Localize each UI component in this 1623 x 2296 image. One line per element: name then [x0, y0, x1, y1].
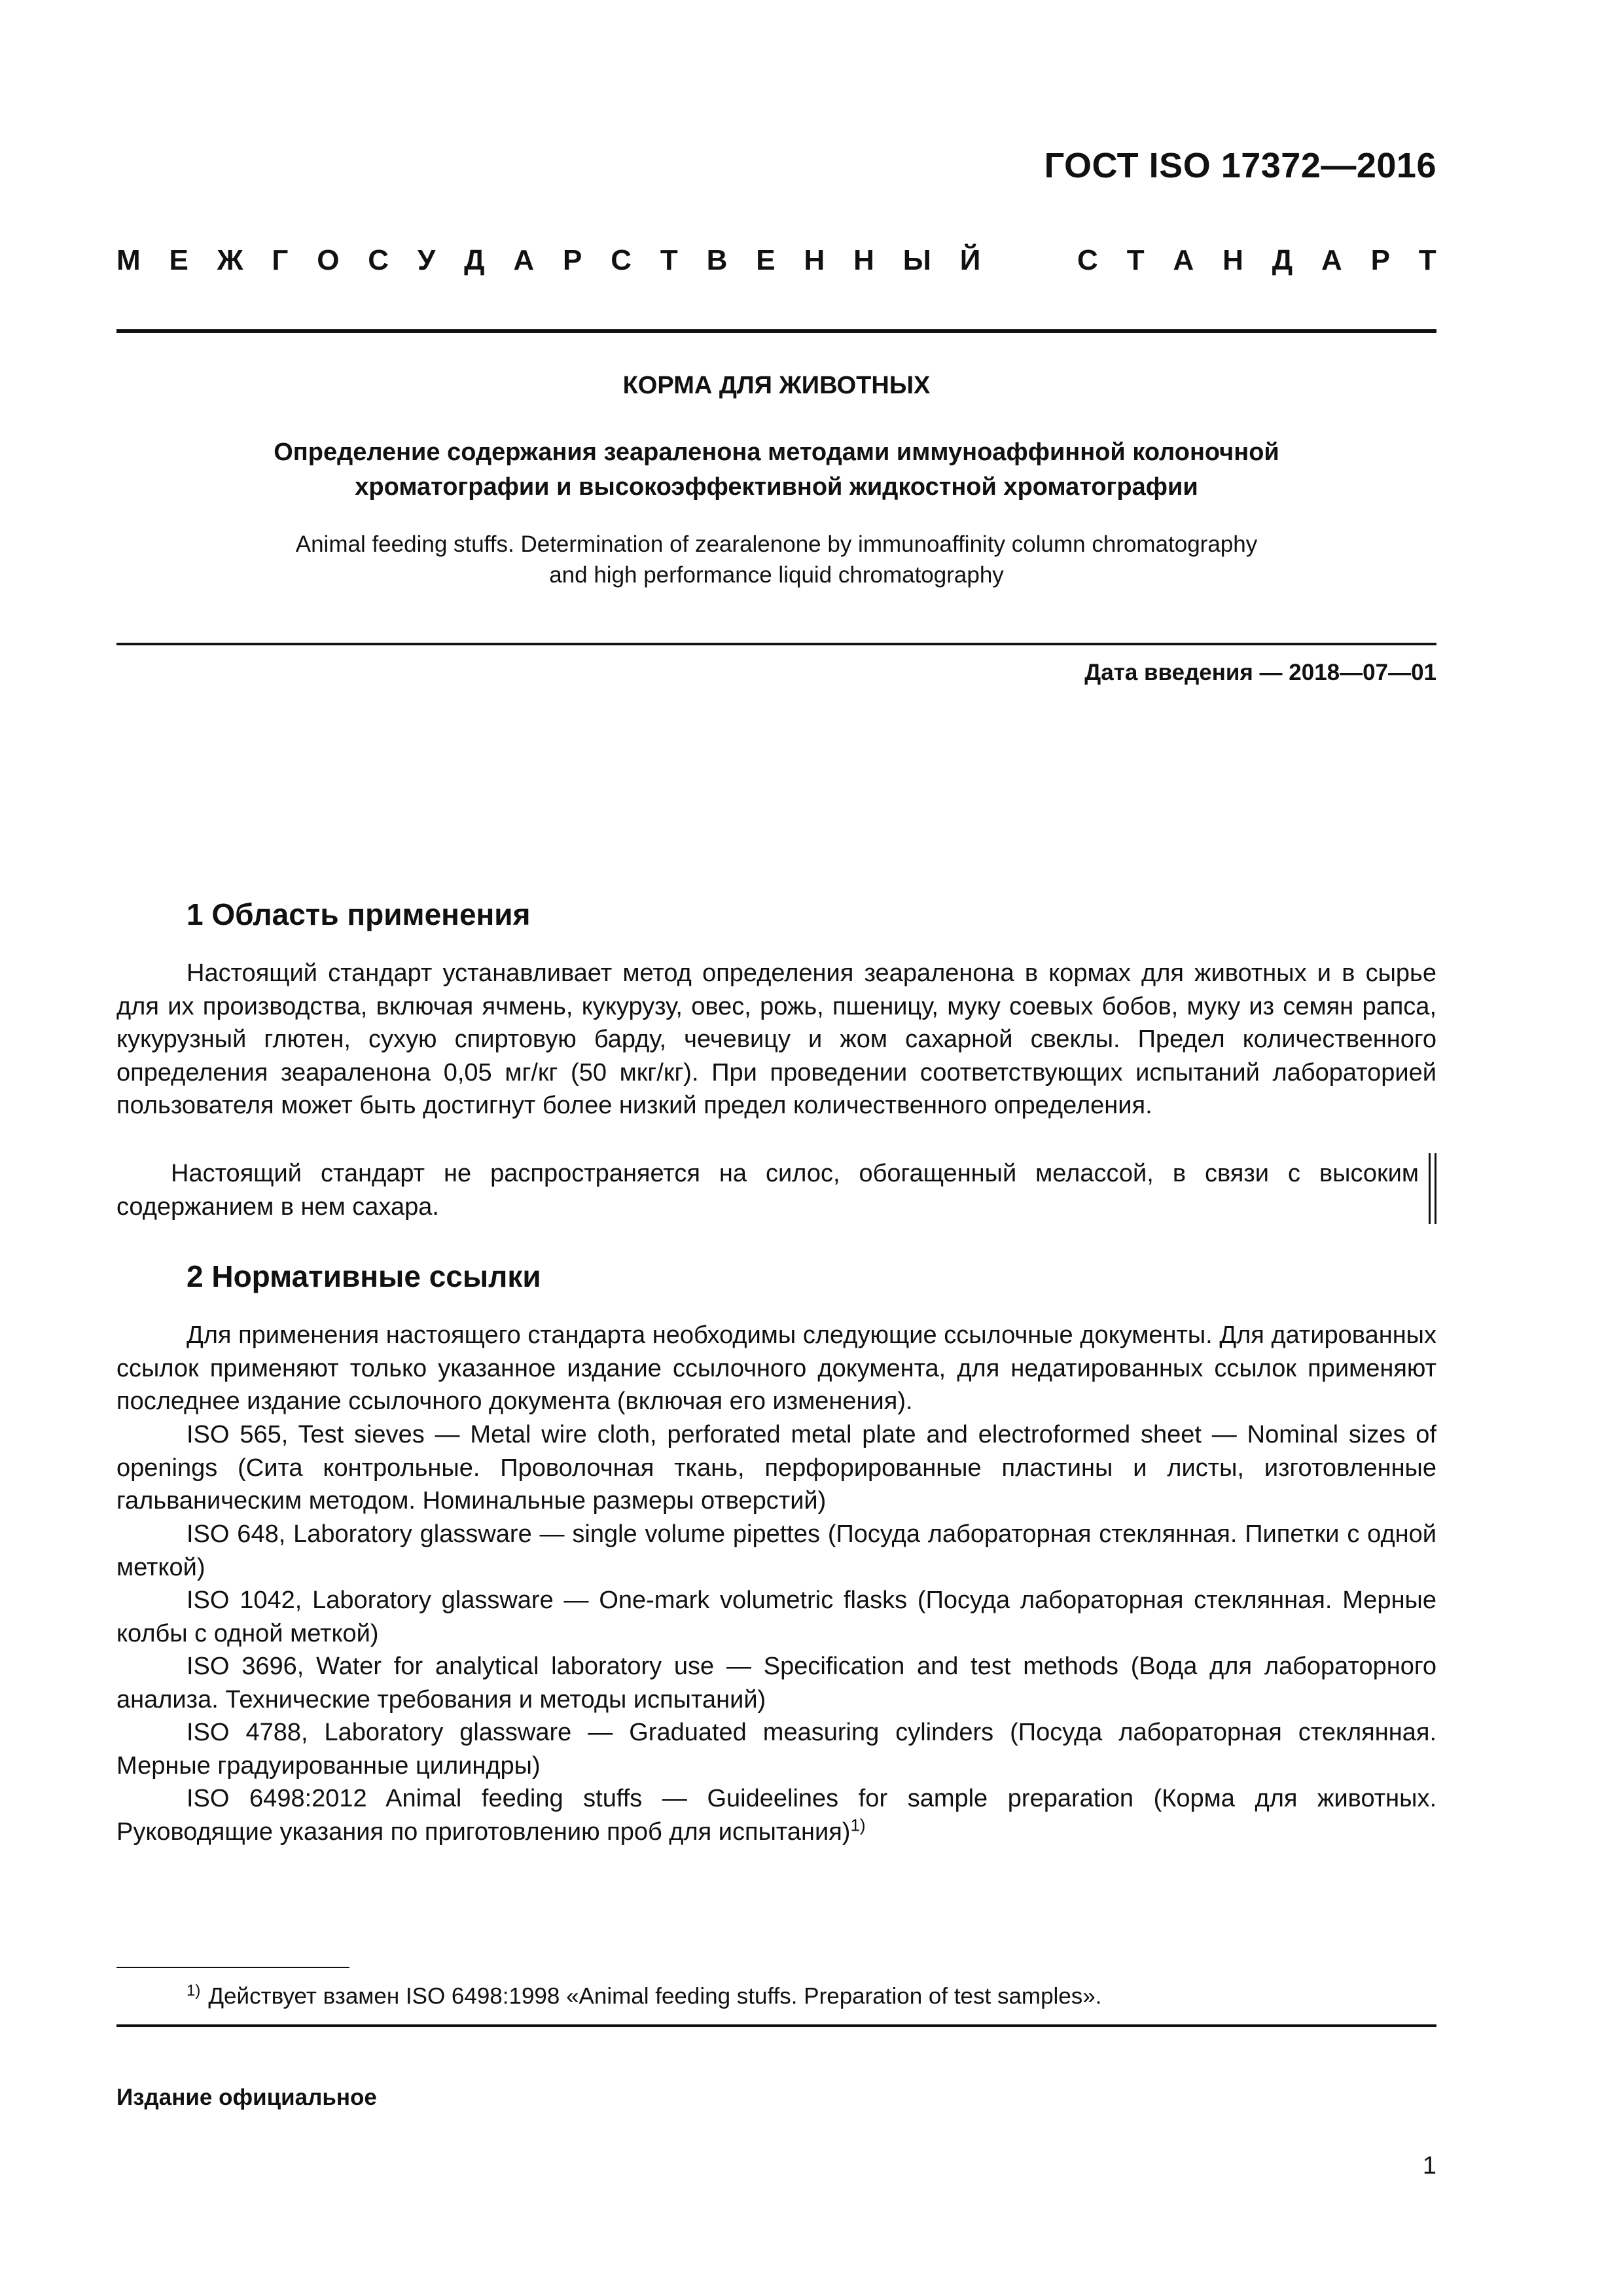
banner-letter: О: [317, 244, 340, 276]
footnote: [187, 1982, 1101, 2010]
title-rule: [116, 643, 1436, 645]
english-title: [116, 529, 1436, 590]
subtitle-line-1: Определение содержания зеараленона методами иммуноаффинной колоночной: [274, 439, 1279, 466]
reference-item: ISO 4788, Laboratory glassware — Graduated measuring cylinders (Посуда лабораторная стеклянная. Мерные градуированные цилиндры): [116, 1719, 1436, 1780]
banner-letter: Н: [853, 244, 874, 276]
header-rule: [116, 329, 1436, 333]
banner-letter: Р: [563, 244, 582, 276]
banner-letter: Ы: [902, 244, 931, 276]
banner-letter: В: [706, 244, 728, 276]
banner-letter: Ж: [217, 244, 243, 276]
document-designation: ГОСТ ISO 17372—2016: [1044, 146, 1436, 185]
banner-letter: Й: [959, 244, 981, 276]
banner-letter: Е: [169, 244, 188, 276]
english-title-line-2: and high performance liquid chromatography: [549, 562, 1004, 588]
banner-letter: Т: [1126, 244, 1145, 276]
banner-letter: С: [1077, 244, 1098, 276]
interstate-standard-banner: [116, 244, 1436, 277]
banner-letter: Г: [272, 244, 289, 276]
reference-item: ISO 1042, Laboratory glassware — One-mark volumetric flasks (Посуда лабораторная стеклянная. Мерные колбы с одной меткой): [116, 1587, 1436, 1647]
reference-text: ISO 6498:2012 Animal feeding stuffs — Guideelines for sample preparation (Корма для животных. Руководящие указания по приготовлению проб для испытания): [116, 1785, 1436, 1846]
footnote-text: Действует взамен ISO 6498:1998 «Animal feeding stuffs. Preparation of test samples».: [208, 1983, 1102, 2009]
banner-letter: Н: [1222, 244, 1243, 276]
footnote-rule: [116, 1967, 349, 1968]
subtitle-line-2: хроматографии и высокоэффективной жидкостной хроматографии: [355, 473, 1198, 501]
reference-item-with-footnote: [116, 1782, 1436, 1848]
reference-item: ISO 565, Test sieves — Metal wire cloth, perforated metal plate and electroformed sheet — Nominal sizes of openings (Сита контрольные. Проволочная ткань, перфорированные пластины и листы, изготовленные гальваническим методом. Номинальные размеры отверстий): [116, 1421, 1436, 1515]
document-title: КОРМА ДЛЯ ЖИВОТНЫХ: [622, 372, 931, 399]
banner-letter: С: [611, 244, 632, 276]
banner-letter: А: [1173, 244, 1194, 276]
introduction-date: Дата введения — 2018—07—01: [1084, 660, 1436, 685]
section-2-heading: 2 Нормативные ссылки: [187, 1259, 541, 1293]
section-2-intro: Для применения настоящего стандарта необходимы следующие ссылочные документы. Для датированных ссылок применяют только указанное издание ссылочного документа, для недатированных ссылок применяют последнее издание ссылочного документа (включая его изменения).: [116, 1321, 1436, 1415]
change-bar-left: [1429, 1153, 1431, 1224]
banner-letter: Д: [1272, 244, 1293, 276]
banner-letter: У: [417, 244, 436, 276]
banner-letter: Е: [756, 244, 776, 276]
banner-letter: Д: [464, 244, 485, 276]
banner-letter: Т: [660, 244, 678, 276]
banner-letter: М: [116, 244, 141, 276]
section-1-paragraph-2: Настоящий стандарт не распространяется на силос, обогащенный мелассой, в связи с высоким содержанием в нем сахара.: [116, 1160, 1419, 1221]
banner-letter: С: [368, 244, 389, 276]
footer-rule: [116, 2024, 1436, 2027]
change-bar-right: [1435, 1153, 1436, 1224]
english-title-line-1: Animal feeding stuffs. Determination of zearalenone by immunoaffinity column chromatography: [295, 531, 1258, 557]
banner-letter: А: [513, 244, 535, 276]
reference-item: ISO 3696, Water for analytical laboratory use — Specification and test methods (Вода для лабораторного анализа. Технические требования и методы испытаний): [116, 1653, 1436, 1713]
official-edition-label: Издание официальное: [116, 2085, 377, 2110]
document-subtitle: [116, 435, 1436, 505]
banner-word-gap: [1009, 244, 1048, 277]
banner-letter: Н: [804, 244, 825, 276]
section-1-paragraph-1: Настоящий стандарт устанавливает метод определения зеараленона в кормах для животных и в сырье для их производства, включая ячмень, кукурузу, овес, рожь, пшеницу, муку соевых бобов, муку из семян рапса, кукурузный глютен, сухую спиртовую барду, чечевицу и жом сахарной свеклы. Предел количественного определения зеараленона 0,05 мг/кг (50 мкг/кг). При проведении соответствующих испытаний лабораторией пользователя может быть достигнут более низкий предел количественного определения.: [116, 960, 1436, 1119]
section-1-heading: 1 Область применения: [187, 897, 531, 931]
footnote-marker: 1): [850, 1814, 866, 1835]
page-number: 1: [1422, 2152, 1436, 2179]
reference-item: ISO 648, Laboratory glassware — single volume pipettes (Посуда лабораторная стеклянная. Пипетки с одной меткой): [116, 1520, 1436, 1581]
footnote-number: 1): [187, 1982, 201, 2000]
banner-letter: Т: [1418, 244, 1436, 276]
banner-letter: Р: [1370, 244, 1390, 276]
banner-letter: А: [1321, 244, 1342, 276]
